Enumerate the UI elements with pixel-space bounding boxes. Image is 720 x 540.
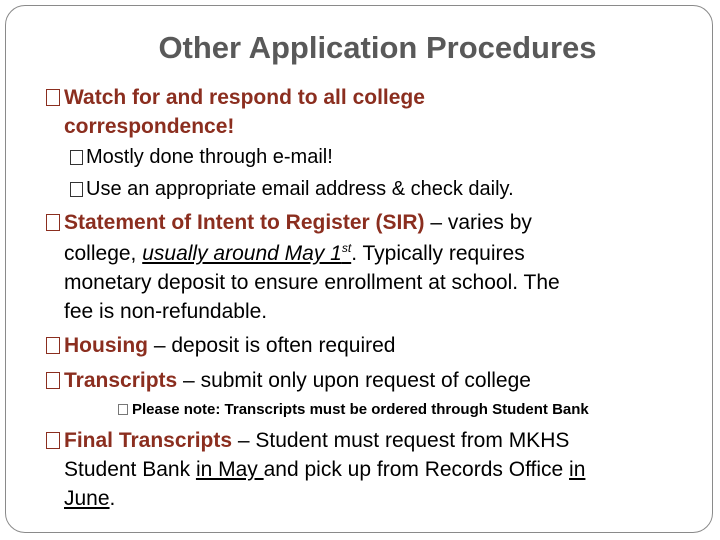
bullet-box-icon [46, 432, 60, 449]
bullet-housing-heading: Housing [64, 334, 148, 357]
bullet-sir-heading: Statement of Intent to Register (SIR) [64, 211, 425, 234]
slide-title: Other Application Procedures [158, 30, 597, 65]
bullet-box-icon [46, 372, 60, 389]
bullet-sir-text3: . Typically requires [351, 242, 525, 265]
bullet-final-in: in [569, 458, 586, 481]
sub-bullet-note-text: Please note: Transcripts must be ordered through Student Bank [132, 401, 589, 418]
bullet-sir-line3 [64, 271, 560, 295]
bullet-box-icon [46, 89, 60, 106]
bullet-watch-line2 [64, 115, 234, 139]
sub-bullet-note [118, 401, 589, 418]
bullet-watch-heading-cont: correspondence! [64, 115, 235, 138]
sub-bullet-address-text: Use an appropriate email address & check daily. [86, 178, 514, 200]
bullet-final-may: in May [195, 458, 264, 481]
bullet-transcripts-text: – submit only upon request of college [177, 369, 531, 392]
bullet-transcripts-heading: Transcripts [64, 369, 178, 392]
bullet-sir-line4 [64, 300, 267, 324]
bullet-transcripts [46, 369, 531, 393]
bullet-final-transcripts [46, 429, 569, 453]
sub-bullet-email [70, 146, 333, 169]
slide-frame [5, 5, 713, 533]
bullet-final-june: June [64, 487, 110, 510]
bullet-final-line3 [64, 487, 115, 511]
bullet-sir-date [142, 242, 351, 265]
bullet-final-text3: and pick up from Records Office [263, 458, 570, 481]
sub-bullet-email-text: Mostly done through e-mail! [86, 146, 333, 168]
bullet-watch [46, 86, 425, 110]
bullet-sir-text: – varies by [424, 211, 532, 234]
bullet-box-icon [46, 214, 60, 231]
bullet-housing [46, 334, 396, 358]
bullet-box-icon [46, 337, 60, 354]
bullet-sir-date-text: usually around May 1 [142, 242, 342, 265]
bullet-sir-date-sup: st [341, 241, 352, 255]
bullet-sir-text4: monetary deposit to ensure enrollment at school. The [64, 271, 560, 294]
bullet-sir [46, 211, 532, 235]
bullet-sir-text2: college, [64, 242, 143, 265]
bullet-final-line2 [64, 458, 585, 482]
sub-bullet-box-icon [118, 404, 128, 415]
sub-bullet-address [70, 178, 514, 201]
sub-bullet-box-icon [70, 182, 83, 197]
bullet-watch-heading: Watch for and respond to all college [64, 86, 425, 109]
bullet-housing-text: – deposit is often required [148, 334, 396, 357]
bullet-final-text: – Student must request from MKHS [232, 429, 570, 452]
bullet-final-text2: Student Bank [64, 458, 196, 481]
sub-bullet-box-icon [70, 150, 83, 165]
bullet-final-heading: Final Transcripts [64, 429, 233, 452]
bullet-final-period: . [109, 487, 116, 510]
bullet-sir-text5: fee is non-refundable. [64, 300, 268, 323]
bullet-sir-line2 [64, 242, 525, 266]
